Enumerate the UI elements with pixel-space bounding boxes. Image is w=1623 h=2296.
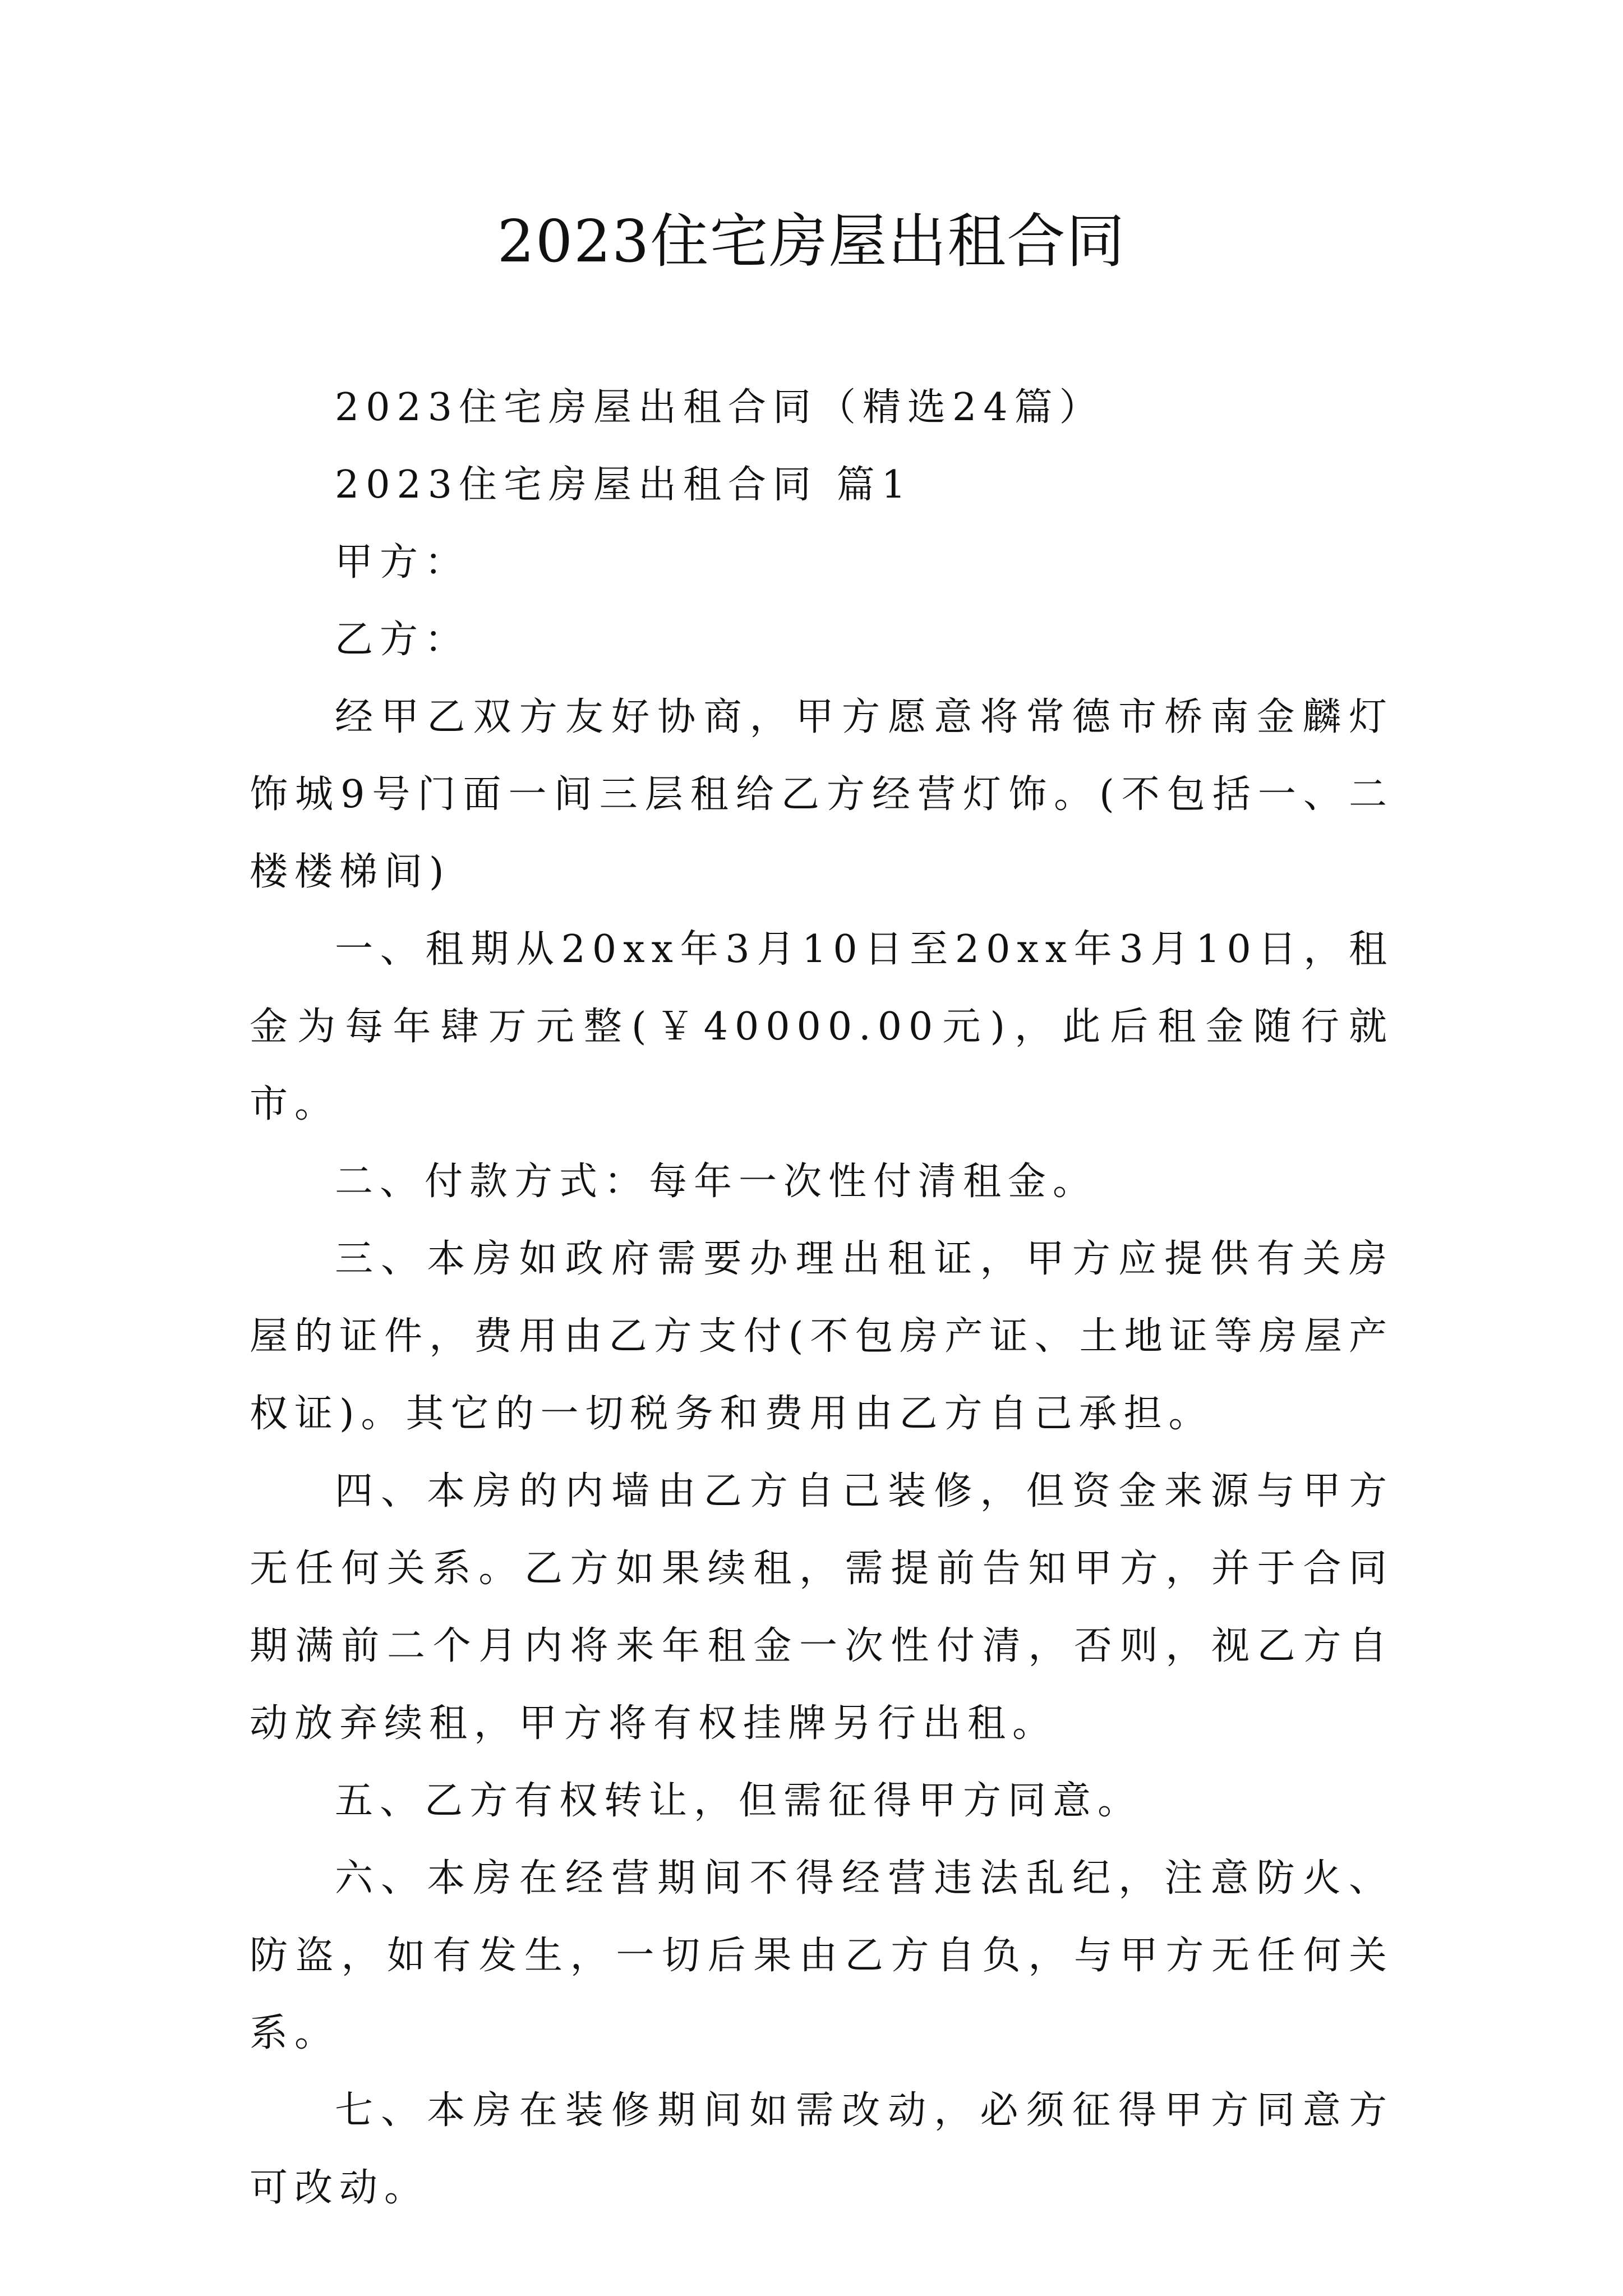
party-b-line: 乙方： (335, 618, 470, 662)
section-heading: 2023住宅房屋出租合同 篇1 (335, 463, 912, 507)
clause-1: 一、租期从20xx年3月10日至20xx年3月10日，租金为每年肆万元整(￥40000.00元)，此后租金随行就市。 (250, 927, 1394, 1126)
clause-4: 四、本房的内墙由乙方自己装修，但资金来源与甲方无任何关系。乙方如果续租，需提前告知甲方，并于合同期满前二个月内将来年租金一次性付清，否则，视乙方自动放弃续租，甲方将有权挂牌另行出租。 (250, 1469, 1394, 1746)
document-body (250, 369, 1394, 2227)
clause-2: 二、付款方式：每年一次性付清租金。 (335, 1159, 1098, 1204)
clause-3: 三、本房如政府需要办理出租证，甲方应提供有关房屋的证件，费用由乙方支付(不包房产证、土地证等房屋产权证)。其它的一切税务和费用由乙方自己承担。 (250, 1237, 1394, 1436)
party-a-line: 甲方： (335, 540, 470, 585)
intro-paragraph: 经甲乙双方友好协商，甲方愿意将常德市桥南金麟灯饰城9号门面一间三层租给乙方经营灯饰。(不包括一、二楼楼梯间) (250, 695, 1394, 894)
clause-5: 五、乙方有权转让，但需征得甲方同意。 (335, 1779, 1143, 1823)
clause-7: 七、本房在装修期间如需改动，必须征得甲方同意方可改动。 (250, 2088, 1394, 2210)
subtitle-line: 2023住宅房屋出租合同（精选24篇） (335, 385, 1104, 430)
clause-6: 六、本房在经营期间不得经营违法乱纪，注意防火、防盗，如有发生，一切后果由乙方自负，与甲方无任何关系。 (250, 1856, 1394, 2055)
document-title: 2023住宅房屋出租合同 (497, 207, 1126, 275)
